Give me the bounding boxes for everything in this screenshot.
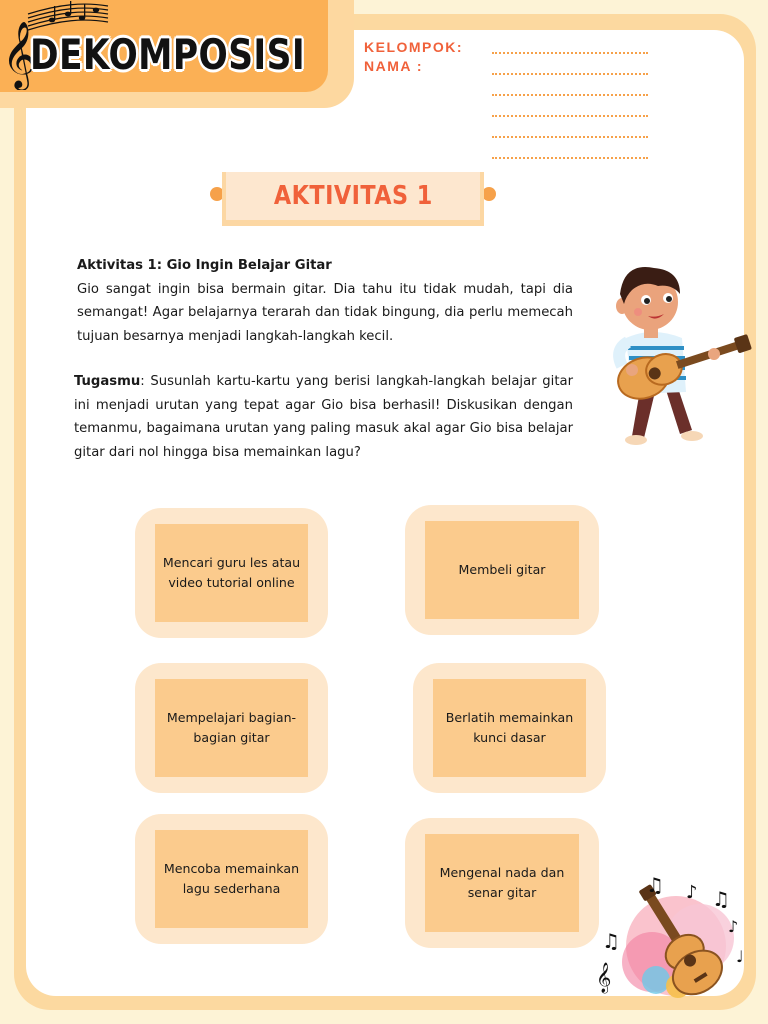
step-card[interactable] [405,818,599,948]
write-line[interactable] [492,52,648,54]
step-card-inner [425,521,579,619]
svg-text:𝄞: 𝄞 [596,963,612,993]
write-line[interactable] [492,115,648,117]
svg-text:♪: ♪ [686,882,698,903]
step-card-text: Mencari guru les atau video tutorial online [162,554,301,590]
activity-banner [222,172,484,226]
step-card-text: Membeli gitar [458,561,546,577]
step-card-text: Mengenal nada dan senar gitar [439,864,565,900]
step-card-text: Mencoba memainkan lagu sederhana [163,860,300,896]
step-card[interactable] [405,505,599,635]
write-line[interactable] [492,94,648,96]
step-card-inner [425,834,579,932]
story-text: Gio sangat ingin bisa bermain gitar. Dia tahu itu tidak mudah, tapi dia semangat! Agar belajarnya terarah dan tidak bingung, dia perlu memecah tujuan besarnya menjadi langkah-langkah kecil. [77,281,573,344]
guitar-music-notes-illustration [596,876,756,1000]
activity-title: AKTIVITAS 1 [273,181,433,211]
step-card-text: Mempelajari bagian-bagian gitar [166,709,297,745]
step-card-inner [155,524,308,622]
step-card-inner [433,679,586,777]
boy-with-guitar-illustration [592,250,758,448]
write-line[interactable] [492,136,648,138]
name-label: NAMA : [364,58,424,74]
group-label: KELOMPOK: [364,39,464,55]
svg-text:𝄞: 𝄞 [2,20,37,88]
activity-banner-inner [226,172,480,220]
svg-text:♩: ♩ [736,947,744,966]
write-line[interactable] [492,73,648,75]
step-card-inner [155,830,308,928]
page-title: DEKOMPOSISI [30,30,306,79]
task-label: Tugasmu [74,374,141,389]
step-card[interactable] [135,663,328,793]
svg-text:♫: ♫ [712,887,730,911]
write-line[interactable] [492,157,648,159]
svg-text:♪: ♪ [728,917,739,936]
step-card[interactable] [135,508,328,638]
task-text: : Susunlah kartu-kartu yang berisi langkah-langkah belajar gitar ini menjadi urutan yang tepat agar Gio bisa berhasil! Diskusikan dengan temanmu, bagaimana urutan yang paling masuk akal agar Gio bisa belajar gitar dari nol hingga bisa memainkan lagu? [74,374,573,460]
svg-text:♫: ♫ [646,876,664,897]
story-heading: Aktivitas 1: Gio Ingin Belajar Gitar [77,258,332,273]
step-card-inner [155,679,308,777]
step-card[interactable] [135,814,328,944]
story-paragraph [77,254,573,348]
group-name-labels [364,38,463,76]
step-card[interactable] [413,663,606,793]
name-write-lines [492,52,648,178]
activity-banner-dot-right [482,187,496,201]
task-paragraph [74,370,573,464]
svg-text:♫: ♫ [602,929,620,953]
step-card-text: Berlatih memainkan kunci dasar [445,709,574,745]
